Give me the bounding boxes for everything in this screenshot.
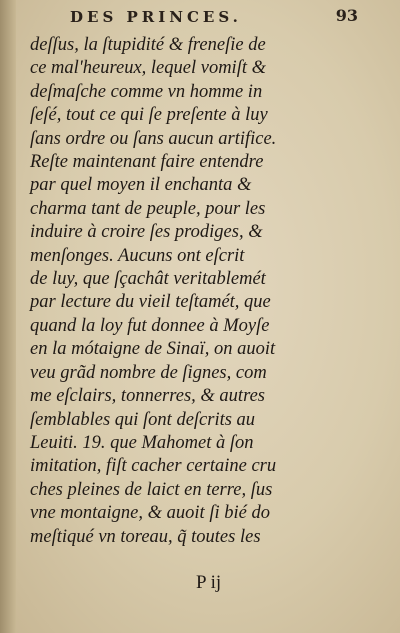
text-line: deſmaſche comme vn homme in <box>30 81 263 102</box>
body-text <box>30 34 330 549</box>
text-line: Leuiti. 19. que Mahomet à ſon <box>30 432 254 453</box>
text-line: ce mal'heureux, lequel vomiſt & <box>30 58 266 79</box>
text-line: induire à croire ſes prodiges, & <box>30 222 263 243</box>
text-line: charma tant de peuple, pour les <box>30 198 266 219</box>
text-line: deſſus, la ſtupidité & freneſie de <box>30 35 266 55</box>
page-gutter <box>0 0 16 633</box>
text-line: menſonges. Aucuns ont eſcrit <box>30 245 245 266</box>
text-line: par quel moyen il enchanta & <box>30 175 252 196</box>
text-line: par lecture du vieil teſtamét, que <box>30 292 271 313</box>
text-line: vne montaigne, & auoit ſi bié do <box>30 503 270 524</box>
running-head: DES PRINCES. <box>70 8 242 26</box>
signature-mark: P ij <box>196 572 222 593</box>
text-line: me eſclairs, tonnerres, & autres <box>30 386 265 407</box>
page-number: 93 <box>335 6 358 25</box>
text-line: ſemblables qui ſont deſcrits au <box>30 409 256 430</box>
text-line: ſans ordre ou ſans aucun artifice. <box>30 128 277 149</box>
page-header <box>60 6 380 34</box>
text-line: de luy, que ſçachât veritablemét <box>30 269 266 290</box>
text-line: Reſte maintenant faire entendre <box>30 152 264 173</box>
text-line: ches pleines de laict en terre, ſus <box>30 479 273 500</box>
text-line: meſtiqué vn toreau, q̃ toutes les <box>30 526 261 547</box>
text-line: veu grãd nombre de ſignes, com <box>30 362 267 383</box>
text-line: en la mótaigne de Sinaï, on auoit <box>30 339 276 360</box>
text-line: quand la loy fut donnee à Moyſe <box>30 315 270 336</box>
text-line: ſeſé, tout ce qui ſe preſente à luy <box>30 105 268 126</box>
text-line: imitation, fiſt cacher certaine cru <box>30 456 277 477</box>
